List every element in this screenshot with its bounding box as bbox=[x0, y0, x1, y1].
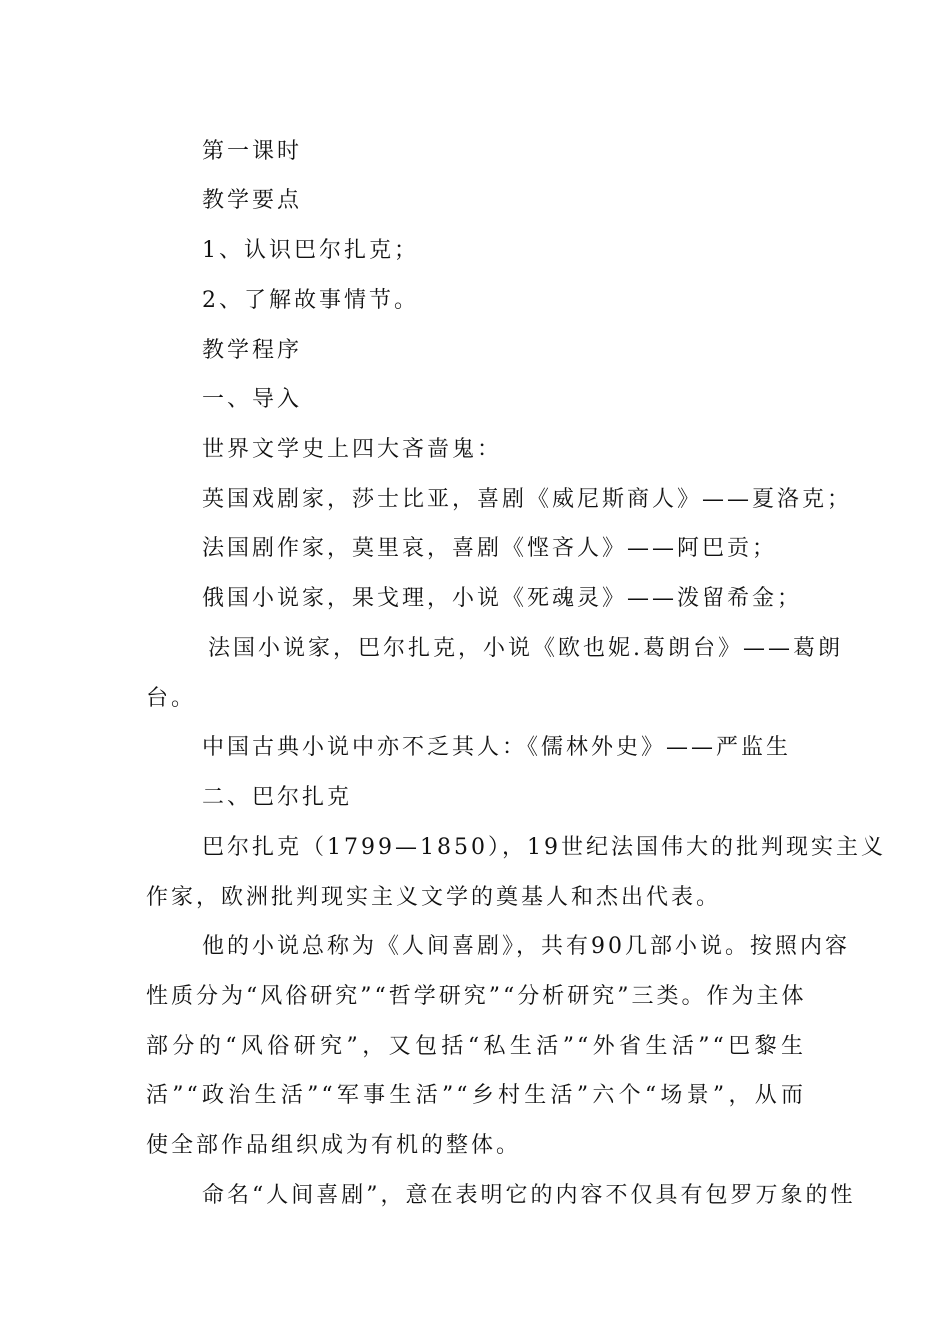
balzac-p1-line: 巴尔扎克（1799—1850），19世纪法国伟大的批判现实主义 bbox=[202, 835, 886, 860]
procedure-heading: 教学程序 bbox=[202, 338, 303, 363]
point-1: 1、认识巴尔扎克； bbox=[202, 238, 419, 263]
misers-intro: 世界文学史上四大吝啬鬼： bbox=[202, 437, 503, 462]
miser-item-4-cont: 台。 bbox=[146, 686, 197, 711]
miser-item-4: 法国小说家，巴尔扎克，小说《欧也妮.葛朗台》——葛朗 bbox=[208, 636, 843, 661]
lesson-title: 第一课时 bbox=[202, 139, 303, 164]
miser-item: 英国戏剧家，莎士比亚，喜剧《威尼斯商人》——夏洛克； bbox=[202, 487, 853, 512]
points-heading: 教学要点 bbox=[202, 188, 303, 213]
balzac-p2-line: 使全部作品组织成为有机的整体。 bbox=[146, 1133, 522, 1158]
chinese-example: 中国古典小说中亦不乏其人：《儒林外史》——严监生 bbox=[202, 735, 792, 760]
balzac-p1-line: 作家，欧洲批判现实主义文学的奠基人和杰出代表。 bbox=[146, 885, 722, 910]
miser-item: 俄国小说家，果戈理，小说《死魂灵》——泼留希金； bbox=[202, 586, 803, 611]
balzac-p2-line: 活”“政治生活”“军事生活”“乡村生活”六个“场景”，从而 bbox=[146, 1083, 806, 1108]
miser-item: 法国剧作家，莫里哀，喜剧《悭吝人》——阿巴贡； bbox=[202, 536, 778, 561]
balzac-p2-line: 他的小说总称为《人间喜剧》，共有90几部小说。按照内容 bbox=[202, 934, 850, 959]
section2-heading: 二、巴尔扎克 bbox=[202, 785, 353, 810]
point-2: 2、了解故事情节。 bbox=[202, 288, 419, 313]
balzac-p2-line: 性质分为“风俗研究”“哲学研究”“分析研究”三类。作为主体 bbox=[146, 984, 807, 1009]
balzac-p3-line: 命名“人间喜剧”，意在表明它的内容不仅具有包罗万象的性 bbox=[202, 1183, 856, 1208]
balzac-p2-line: 部分的“风俗研究”，又包括“私生活”“外省生活”“巴黎生 bbox=[146, 1034, 806, 1059]
section1-heading: 一、导入 bbox=[202, 387, 303, 412]
